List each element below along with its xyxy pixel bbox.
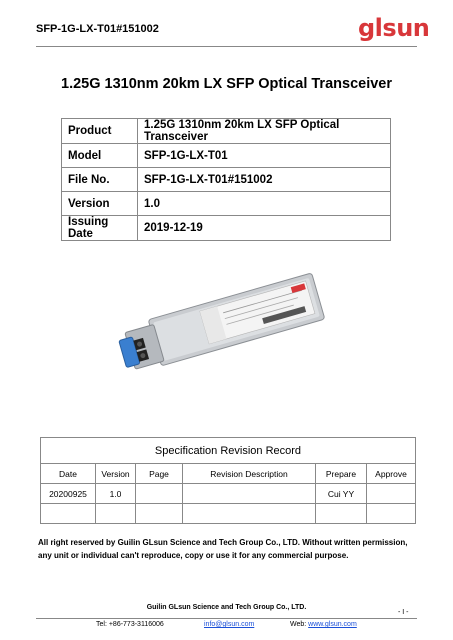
info-value: 1.25G 1310nm 20km LX SFP Optical Transceiver <box>138 119 391 144</box>
table-cell <box>367 504 416 524</box>
info-label: Version <box>62 192 138 216</box>
footer-company: Guilin GLsun Science and Tech Group Co., LTD. <box>146 604 307 611</box>
info-row-version <box>62 192 391 216</box>
header-divider <box>36 46 417 47</box>
column-header: Page <box>136 464 183 484</box>
table-cell <box>316 504 367 524</box>
info-row-product <box>62 119 391 144</box>
table-cell <box>41 504 96 524</box>
rights-notice: All right reserved by Guilin GLsun Science and Tech Group Co., LTD. Without written permission, any unit or individual can't reproduce, copy or use it for any commercial purpose. <box>38 538 408 560</box>
info-row-file-no <box>62 168 391 192</box>
column-header: Version <box>96 464 136 484</box>
footer-web <box>290 621 357 628</box>
info-label: Model <box>62 144 138 168</box>
revision-record-table <box>40 437 416 524</box>
document-info-table <box>61 118 391 241</box>
revision-header-row <box>41 464 416 484</box>
footer-web-label: Web: <box>290 621 309 628</box>
info-value: SFP-1G-LX-T01#151002 <box>138 168 391 192</box>
column-header: Date <box>41 464 96 484</box>
footer-web-link[interactable]: www.glsun.com <box>308 621 357 628</box>
footer-email-link[interactable]: info@glsun.com <box>204 621 255 628</box>
info-label: Issuing Date <box>62 216 138 241</box>
glsun-logo: glsun <box>358 14 430 42</box>
table-cell: Cui YY <box>316 484 367 504</box>
table-cell <box>136 504 183 524</box>
info-label: File No. <box>62 168 138 192</box>
info-row-model <box>62 144 391 168</box>
column-header: Approve <box>367 464 416 484</box>
sfp-transceiver-image <box>113 268 343 384</box>
page-number: - I - <box>398 609 409 616</box>
column-header: Revision Description <box>183 464 316 484</box>
table-cell <box>183 504 316 524</box>
info-row-issuing-date <box>62 216 391 241</box>
column-header: Prepare <box>316 464 367 484</box>
footer-tel: Tel: +86-773-3116006 <box>96 621 164 628</box>
table-cell <box>136 484 183 504</box>
table-row <box>41 484 416 504</box>
table-cell: 20200925 <box>41 484 96 504</box>
footer-divider <box>36 618 417 619</box>
table-cell <box>367 484 416 504</box>
table-cell <box>96 504 136 524</box>
document-title: 1.25G 1310nm 20km LX SFP Optical Transceiver <box>61 76 392 92</box>
table-cell <box>183 484 316 504</box>
table-row <box>41 504 416 524</box>
info-value: 2019-12-19 <box>138 216 391 241</box>
info-value: 1.0 <box>138 192 391 216</box>
revision-table-caption: Specification Revision Record <box>41 438 416 464</box>
table-cell: 1.0 <box>96 484 136 504</box>
info-label: Product <box>62 119 138 144</box>
info-value: SFP-1G-LX-T01 <box>138 144 391 168</box>
document-code: SFP-1G-LX-T01#151002 <box>36 23 159 35</box>
